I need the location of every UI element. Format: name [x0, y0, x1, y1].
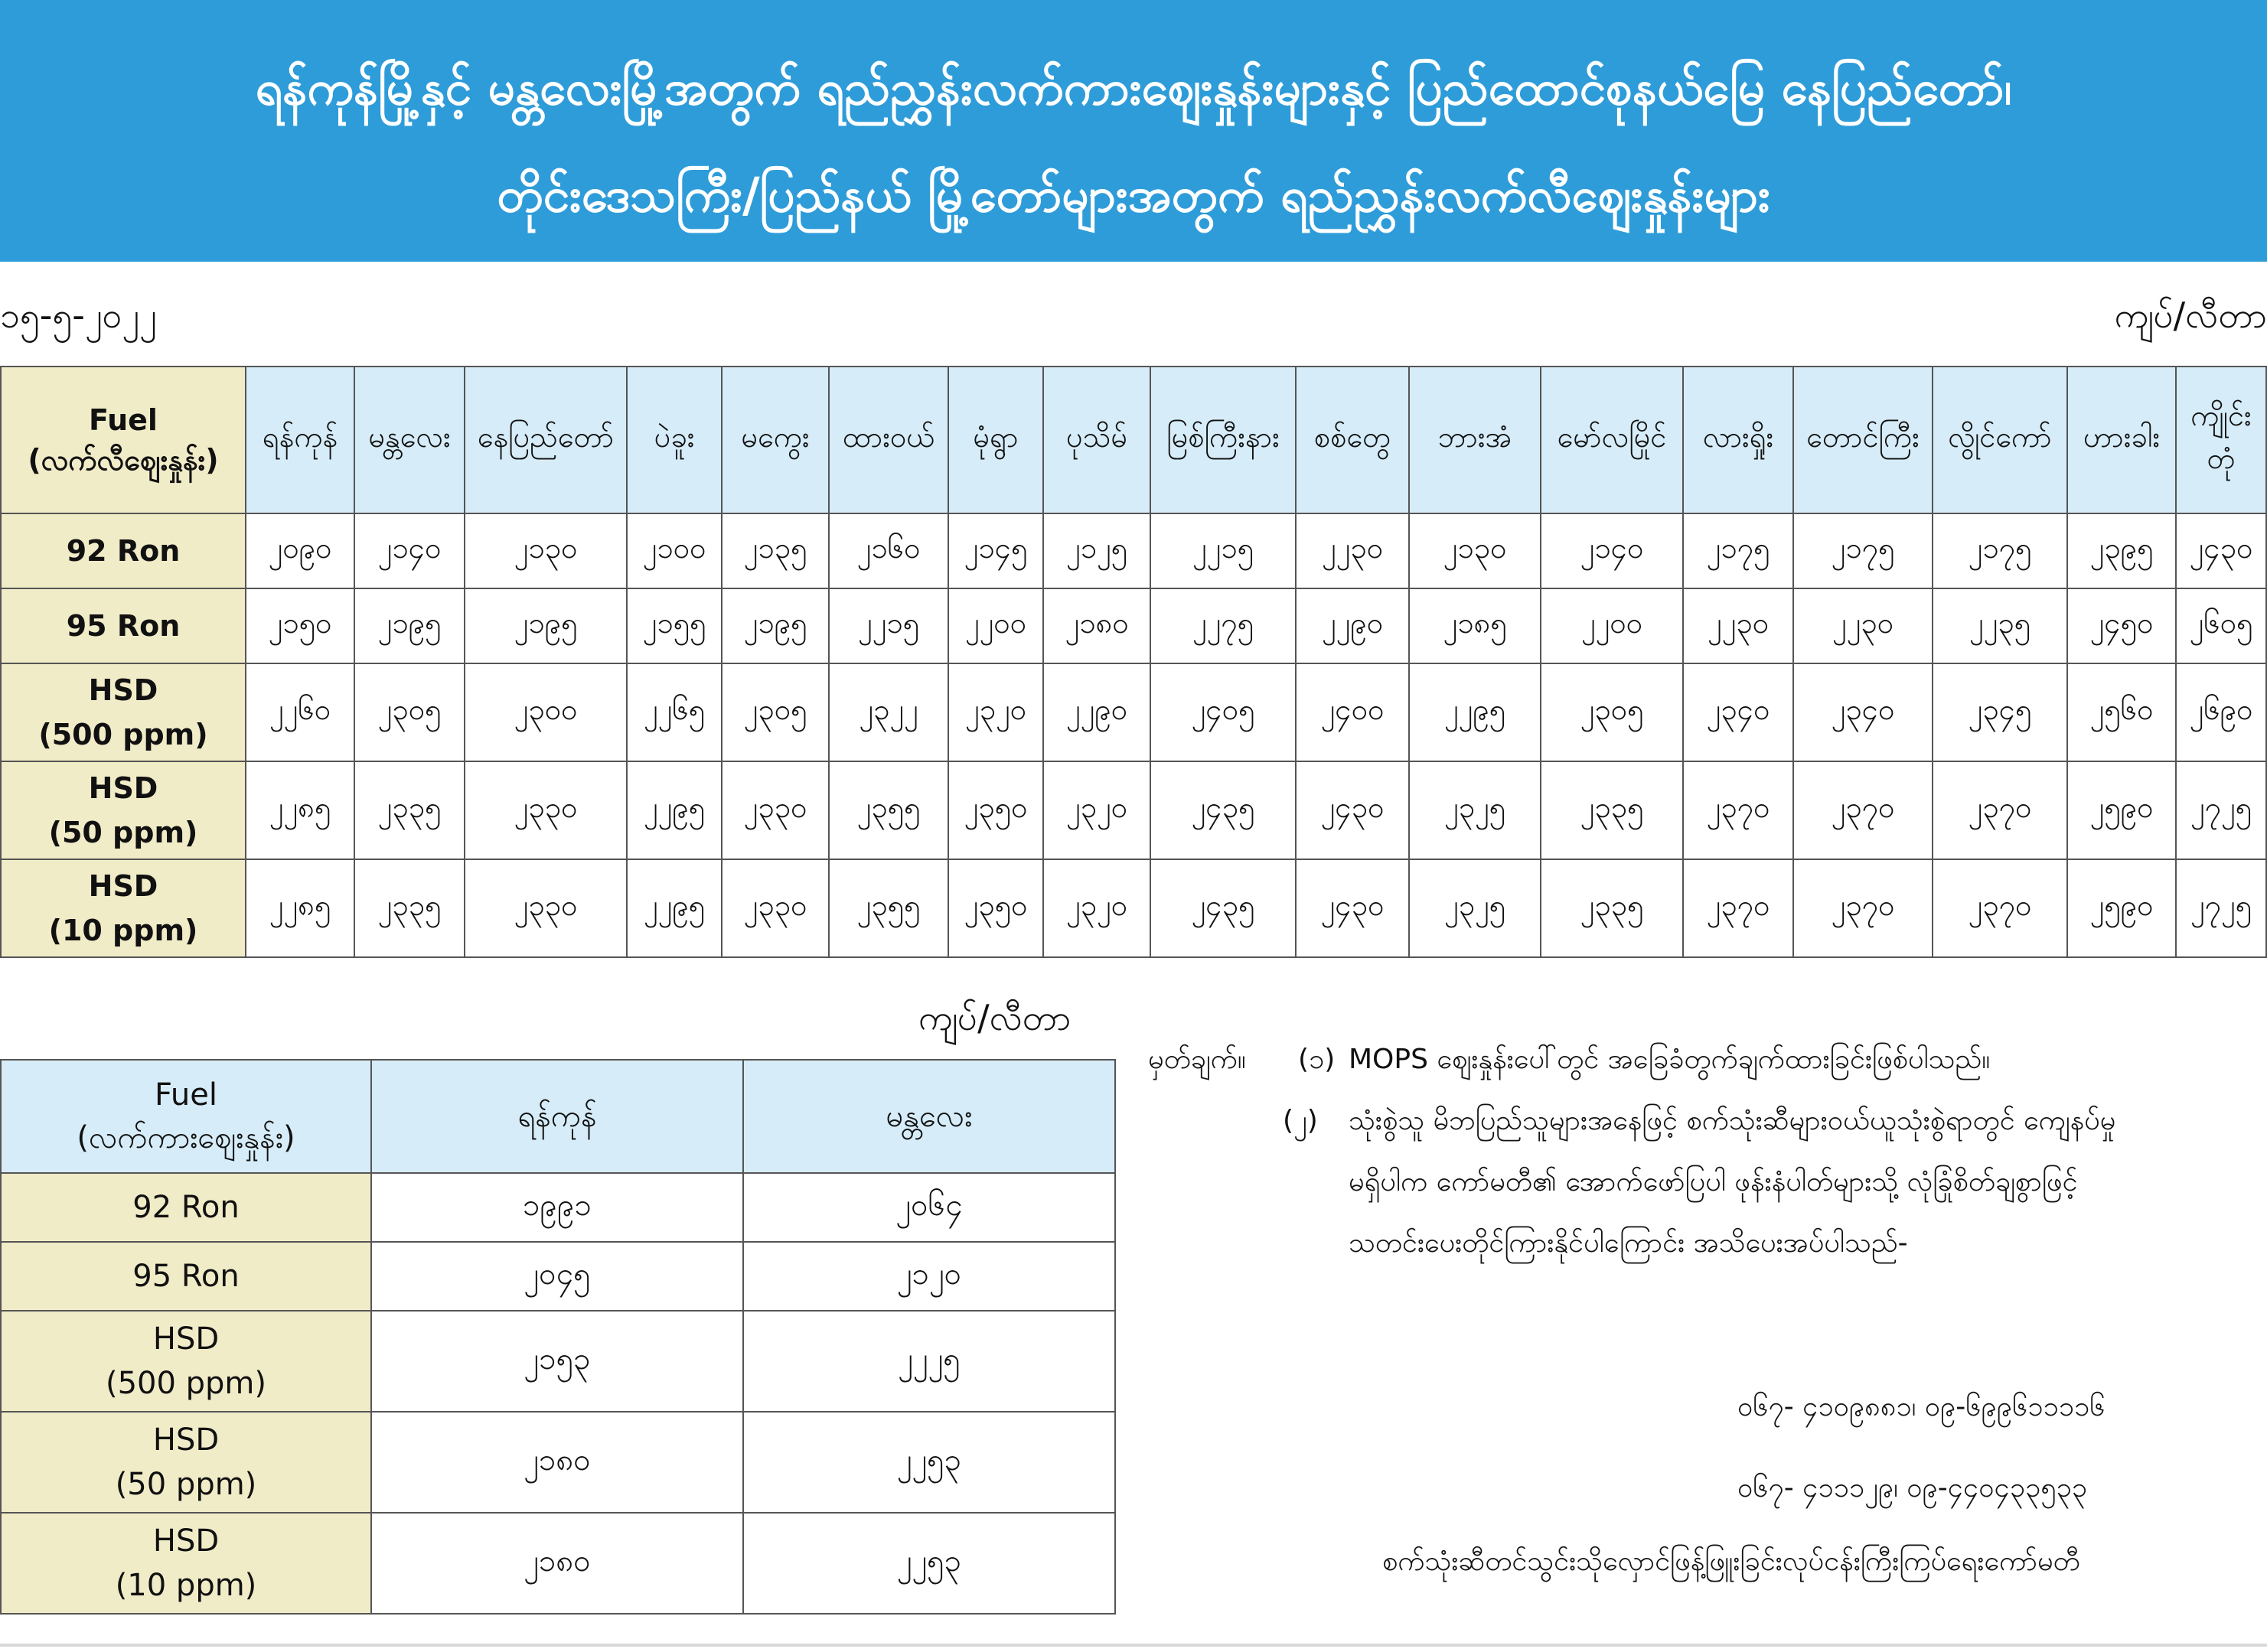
fuel-type-label	[1, 761, 246, 859]
price-cell: ၂၁၉၅	[465, 588, 627, 663]
price-cell: ၂၃၂၀	[1043, 761, 1150, 859]
price-cell: ၂၃၂၅	[1409, 761, 1541, 859]
fuel-type-line: 92 Ron	[132, 1190, 240, 1225]
price-cell: ၂၃၃၀	[722, 761, 829, 859]
price-cell: ၂၃၇၀	[1933, 859, 2067, 957]
price-cell: ၂၆၉၀	[2176, 663, 2266, 761]
price-cell: ၂၁၅၅	[627, 588, 722, 663]
price-cell: ၂၂၇၅	[1150, 588, 1296, 663]
fuel-row	[1, 1513, 1115, 1614]
fuel-row	[1, 1242, 1115, 1311]
fuel-type-line: (50 ppm)	[115, 1467, 257, 1502]
note-2-line: မရှိပါက ကော်မတီ၏ အောက်ဖော်ပြပါ ဖုန်းနံပါတ်များသို့ လုံခြုံစိတ်ချစွာဖြင့်	[1349, 1166, 2078, 1197]
price-cell: ၂၄၃၅	[1150, 761, 1296, 859]
fuel-type-label	[1, 1412, 371, 1513]
fuel-row	[1, 1173, 1115, 1242]
fuel-type-line: 95 Ron	[66, 609, 181, 643]
price-cell: ၂၃၃၀	[465, 859, 627, 957]
price-cell: ၂၄၀၅	[1150, 663, 1296, 761]
city-column-header: ဟားခါး	[2067, 367, 2176, 513]
fuel-row	[1, 1311, 1115, 1412]
price-cell: ၂၄၃၀	[1296, 859, 1409, 957]
city-column-header: မန္တလေး	[743, 1060, 1115, 1173]
price-cell: ၂၁၈၀	[371, 1513, 743, 1614]
fuel-row	[1, 663, 2266, 761]
price-cell: ၂၃၂၂	[829, 663, 948, 761]
note-2-line: သတင်းပေးတိုင်ကြားနိုင်ပါကြောင်း အသိပေးအပ်ပါသည်-	[1349, 1227, 1908, 1259]
unit-label-top: ကျပ်/လီတာ	[2114, 295, 2267, 336]
price-cell: ၂၀၆၄	[743, 1173, 1115, 1242]
price-cell: ၂၄၃၅	[1150, 859, 1296, 957]
fuel-type-line: 95 Ron	[132, 1259, 240, 1294]
price-cell: ၂၂၉၅	[627, 859, 722, 957]
price-cell: ၂၁၉၅	[722, 588, 829, 663]
header-row	[1, 1060, 1115, 1173]
price-cell: ၂၂၅၃	[743, 1513, 1115, 1614]
price-cell: ၂၃၅၅	[829, 761, 948, 859]
fuel-type-line: (10 ppm)	[115, 1568, 257, 1603]
price-cell: ၂၃၅၀	[948, 761, 1043, 859]
price-cell: ၂၆၀၅	[2176, 588, 2266, 663]
price-cell: ၂၁၀၀	[627, 513, 722, 588]
note-1-number: (၁)	[1298, 1044, 1336, 1075]
phone-numbers-2: ၀၆၇- ၄၁၁၁၂၉၊ ၀၉-၄၄၀၄၃၃၅၃၃	[1737, 1472, 2087, 1504]
price-cell: ၂၃၇၀	[1933, 761, 2067, 859]
price-cell: ၂၁၆၀	[829, 513, 948, 588]
city-column-header: ရန်ကုန်	[371, 1060, 743, 1173]
fuel-type-line: 92 Ron	[66, 534, 181, 568]
price-cell: ၂၇၂၅	[2176, 761, 2266, 859]
city-column-header: ပဲခူး	[627, 367, 722, 513]
price-cell: ၂၁၇၅	[1793, 513, 1933, 588]
price-cell: ၂၁၉၅	[354, 588, 465, 663]
price-cell: ၂၂၉၀	[1043, 663, 1150, 761]
price-cell: ၂၁၈၀	[1043, 588, 1150, 663]
price-cell: ၂၂၂၅	[743, 1311, 1115, 1412]
price-cell: ၂၂၁၅	[829, 588, 948, 663]
price-cell: ၂၃၇၀	[1683, 859, 1793, 957]
price-cell: ၂၃၄၅	[1933, 663, 2067, 761]
fuel-type-line: (50 ppm)	[48, 816, 198, 849]
price-cell: ၂၂၀၀	[1541, 588, 1683, 663]
price-cell: ၂၃၃၅	[1541, 761, 1683, 859]
price-cell: ၂၁၄၀	[354, 513, 465, 588]
retail-price-table	[0, 366, 2267, 958]
price-cell: ၂၃၅၅	[829, 859, 948, 957]
price-cell: ၂၁၂၀	[743, 1242, 1115, 1311]
city-column-header: မန္တလေး	[354, 367, 465, 513]
phone-numbers-1: ၀၆၇- ၄၁၀၉၈၈၁၊ ၀၉-၆၉၉၆၁၁၁၁၆	[1737, 1391, 2106, 1422]
price-cell: ၂၃၂၀	[948, 663, 1043, 761]
city-column-header: ရန်ကုန်	[246, 367, 354, 513]
fuel-row	[1, 513, 2266, 588]
price-cell: ၂၃၃၅	[354, 761, 465, 859]
city-column-header: လားရှိုး	[1683, 367, 1793, 513]
city-column-header: စစ်တွေ	[1296, 367, 1409, 513]
fuel-column-header	[1, 1060, 371, 1173]
fuel-type-label	[1, 513, 246, 588]
price-cell: ၂၂၀၀	[948, 588, 1043, 663]
fuel-row	[1, 588, 2266, 663]
price-cell: ၂၃၀၅	[354, 663, 465, 761]
price-cell: ၂၄၃၀	[1296, 761, 1409, 859]
price-cell: ၂၁၅၃	[371, 1311, 743, 1412]
price-cell: ၂၁၈၀	[371, 1412, 743, 1513]
price-cell: ၂၂၉၅	[1409, 663, 1541, 761]
fuel-type-label	[1, 663, 246, 761]
price-cell: ၂၁၄၅	[948, 513, 1043, 588]
footer-divider	[0, 1644, 2267, 1647]
header-banner	[0, 0, 2267, 262]
price-cell: ၂၂၉၀	[1296, 588, 1409, 663]
price-cell: ၂၁၈၅	[1409, 588, 1541, 663]
fuel-type-label	[1, 1242, 371, 1311]
fuel-header-line: Fuel	[155, 1077, 217, 1113]
city-column-header: တောင်ကြီး	[1793, 367, 1933, 513]
city-column-header: မုံရွာ	[948, 367, 1043, 513]
fuel-type-line: HSD	[152, 1422, 220, 1458]
header-row	[1, 367, 2266, 513]
city-column-header: မော်လမြိုင်	[1541, 367, 1683, 513]
price-cell: ၂၃၇၀	[1793, 761, 1933, 859]
price-cell: ၂၄၃၀	[2176, 513, 2266, 588]
fuel-type-line: (500 ppm)	[105, 1366, 267, 1401]
price-cell: ၂၅၉၀	[2067, 859, 2176, 957]
fuel-header-line: (လက်လီဈေးနှုန်း)	[28, 443, 219, 477]
price-cell: ၂၅၆၀	[2067, 663, 2176, 761]
price-cell: ၂၃၂၅	[1409, 859, 1541, 957]
fuel-row	[1, 761, 2266, 859]
price-cell: ၂၁၇၅	[1683, 513, 1793, 588]
notes-prefix: မှတ်ချက်။	[1148, 1044, 1246, 1075]
city-column-header: ပုသိမ်	[1043, 367, 1150, 513]
unit-label-wholesale: ကျပ်/လီတာ	[918, 997, 1072, 1038]
price-cell: ၂၂၈၅	[246, 859, 354, 957]
city-column-header: ကျိုင်းတုံ	[2176, 367, 2266, 513]
fuel-header-line: (လက်ကားဈေးနှုန်း)	[77, 1120, 295, 1155]
fuel-type-line: HSD	[88, 673, 158, 707]
fuel-row	[1, 1412, 1115, 1513]
city-column-header: မကွေး	[722, 367, 829, 513]
fuel-row	[1, 859, 2266, 957]
price-cell: ၂၃၄၀	[1793, 663, 1933, 761]
header-title-line1: ရန်ကုန်မြို့နှင့် မန္တလေးမြို့အတွက် ရည်ညွှန်းလက်ကားဈေးနှုန်းများနှင့် ပြည်ထောင်စုနယ်မြေ နေပြည်တော်၊	[255, 60, 2012, 116]
price-cell: ၁၉၉၁	[371, 1173, 743, 1242]
price-cell: ၂၂၁၅	[1150, 513, 1296, 588]
fuel-type-line: (10 ppm)	[48, 914, 198, 947]
price-cell: ၂၃၇၀	[1683, 761, 1793, 859]
price-cell: ၂၁၅၀	[246, 588, 354, 663]
price-cell: ၂၂၅၃	[743, 1412, 1115, 1513]
price-cell: ၂၃၃၀	[465, 761, 627, 859]
wholesale-price-table	[0, 1059, 1116, 1615]
price-cell: ၂၄၀၀	[1296, 663, 1409, 761]
price-cell: ၂၀၄၅	[371, 1242, 743, 1311]
city-column-header: နေပြည်တော်	[465, 367, 627, 513]
note-1-text: MOPS ဈေးနှုန်းပေါ်တွင် အခြေခံတွက်ချက်ထားခြင်းဖြစ်ပါသည်။	[1349, 1044, 1991, 1075]
price-cell: ၂၀၉၀	[246, 513, 354, 588]
price-cell: ၂၃၂၀	[1043, 859, 1150, 957]
price-cell: ၂၃၀၅	[722, 663, 829, 761]
city-column-header: မြစ်ကြီးနား	[1150, 367, 1296, 513]
price-cell: ၂၄၅၀	[2067, 588, 2176, 663]
price-cell: ၂၁၃၀	[1409, 513, 1541, 588]
fuel-type-label	[1, 1311, 371, 1412]
fuel-type-line: HSD	[152, 1523, 220, 1559]
price-cell: ၂၃၅၀	[948, 859, 1043, 957]
fuel-type-line: (500 ppm)	[38, 718, 208, 751]
price-cell: ၂၁၃၅	[722, 513, 829, 588]
price-cell: ၂၁၃၀	[465, 513, 627, 588]
price-cell: ၂၂၆၅	[627, 663, 722, 761]
city-column-header: လွိုင်ကော်	[1933, 367, 2067, 513]
price-cell: ၂၃၇၀	[1793, 859, 1933, 957]
fuel-header-line: Fuel	[89, 403, 158, 437]
price-cell: ၂၃၄၀	[1683, 663, 1793, 761]
fuel-type-line: HSD	[88, 869, 158, 903]
fuel-column-header	[1, 367, 246, 513]
header-title-line2: တိုင်းဒေသကြီး/ပြည်နယ် မြို့တော်များအတွက် ရည်ညွှန်းလက်လီဈေးနှုန်းများ	[497, 167, 1770, 223]
price-cell: ၂၂၆၀	[246, 663, 354, 761]
note-2-number: (၂)	[1283, 1105, 1318, 1136]
committee-signature: စက်သုံးဆီတင်သွင်းသိုလှောင်ဖြန့်ဖြူးခြင်းလုပ်ငန်းကြီးကြပ်ရေးကော်မတီ	[1382, 1546, 2080, 1577]
fuel-type-label	[1, 1173, 371, 1242]
price-cell: ၂၃၀၀	[465, 663, 627, 761]
price-cell: ၂၂၃၀	[1296, 513, 1409, 588]
city-column-header: ဘားအံ	[1409, 367, 1541, 513]
price-cell: ၂၇၂၅	[2176, 859, 2266, 957]
price-cell: ၂၅၉၀	[2067, 761, 2176, 859]
fuel-type-label	[1, 1513, 371, 1614]
city-column-header: ထားဝယ်	[829, 367, 948, 513]
fuel-type-label	[1, 859, 246, 957]
price-cell: ၂၃၃၀	[722, 859, 829, 957]
price-cell: ၂၂၃၅	[1933, 588, 2067, 663]
price-cell: ၂၃၃၅	[1541, 859, 1683, 957]
price-cell: ၂၂၃၀	[1793, 588, 1933, 663]
price-cell: ၂၁၇၅	[1933, 513, 2067, 588]
price-cell: ၂၁၂၅	[1043, 513, 1150, 588]
date-label: ၁၅-၅-၂၀၂၂	[0, 295, 157, 336]
price-cell: ၂၂၃၀	[1683, 588, 1793, 663]
price-cell: ၂၂၉၅	[627, 761, 722, 859]
price-cell: ၂၃၀၅	[1541, 663, 1683, 761]
price-cell: ၂၃၉၅	[2067, 513, 2176, 588]
fuel-type-line: HSD	[152, 1321, 220, 1357]
note-2-line: သုံးစွဲသူ မိဘပြည်သူများအနေဖြင့် စက်သုံးဆီများဝယ်ယူသုံးစွဲရာတွင် ကျေနပ်မှု	[1349, 1105, 2116, 1136]
fuel-type-line: HSD	[88, 771, 158, 805]
price-cell: ၂၃၃၅	[354, 859, 465, 957]
price-cell: ၂၂၈၅	[246, 761, 354, 859]
fuel-type-label	[1, 588, 246, 663]
price-cell: ၂၁၄၀	[1541, 513, 1683, 588]
